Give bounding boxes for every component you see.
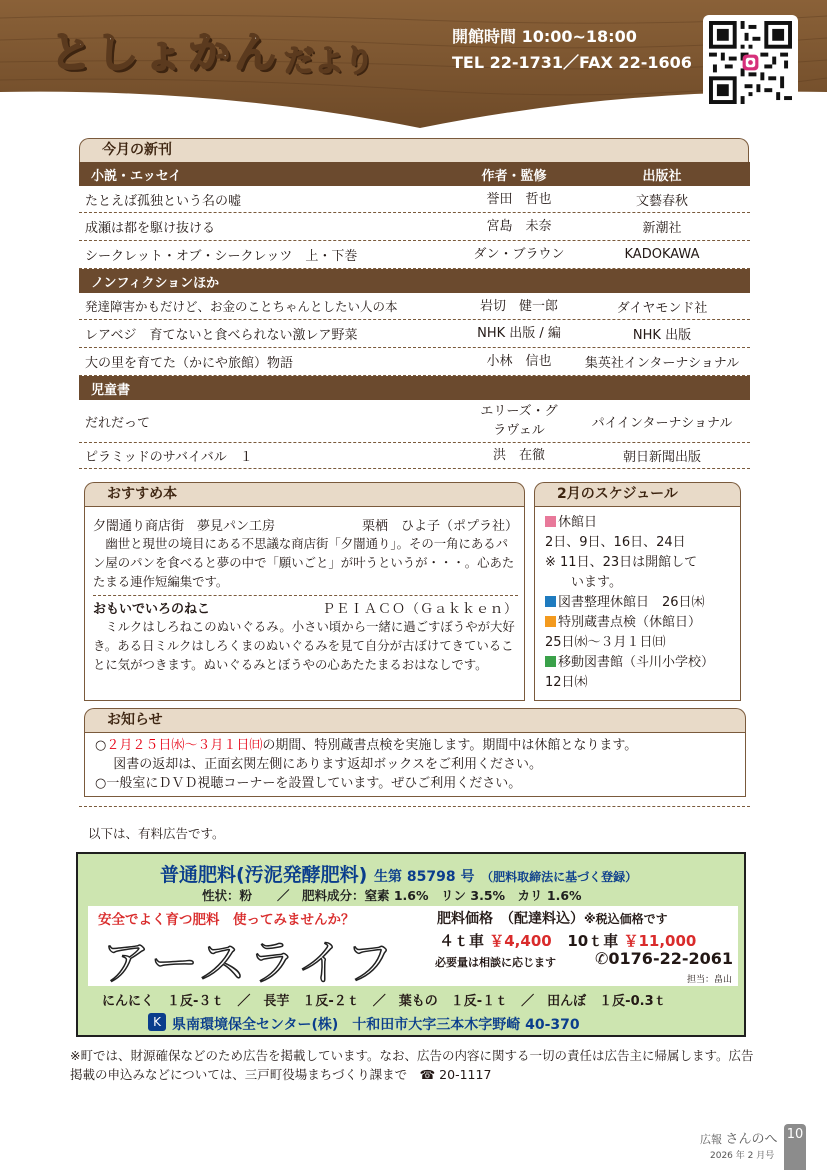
library-info: [452, 24, 692, 76]
price-4t-label: ４ｔ車: [439, 932, 485, 950]
advertisement: [76, 852, 746, 1037]
recommend-book-author: ＰＥＩＡＣＯ（Ｇａｋｋｅｎ）: [321, 602, 518, 617]
sorting-label: 図書整理休館日 26日㈭: [558, 595, 705, 610]
publisher-column-header: 出版社: [642, 168, 682, 184]
recommend-tab-label: おすすめ本: [107, 486, 178, 502]
ad-brand-name: アースライフ: [102, 935, 396, 991]
title-main: としょかん: [50, 28, 281, 77]
inventory-marker: [545, 616, 556, 627]
new-books-tab: [79, 138, 749, 162]
schedule-closed: [545, 513, 740, 533]
newsletter-title: [50, 20, 374, 80]
company-logo-icon: [148, 1013, 166, 1031]
book-title: だれだって: [85, 415, 151, 431]
book-author: エリーズ・グラヴェル: [480, 404, 558, 438]
notice-bullet: ○: [95, 738, 107, 753]
closed-day-marker: [545, 516, 556, 527]
ad-disclaimer: ※町では、財源確保などのため広告を掲載しています。なお、広告の内容に関する一切の責任は広告主に帰属します。広告掲載の申込みなどについては、三戸町役場まちづくり課まで ☎ 20-1117: [70, 1048, 754, 1082]
book-publisher: 文藝春秋: [635, 193, 688, 209]
book-author: 宮島 未奈: [486, 219, 552, 234]
author-column-header: 作者・監修: [481, 168, 547, 184]
ad-catchphrase: 安全でよく育つ肥料 使ってみませんか？: [98, 912, 355, 928]
table-row: [79, 293, 750, 320]
category-header-fiction: [79, 162, 750, 186]
closed-label: 休館日: [558, 515, 598, 530]
price-4t: ￥4,400: [489, 932, 552, 950]
ad-company: 県南環境保全センター(株) 十和田市大字三本木字野崎 40-370: [172, 1017, 580, 1033]
book-publisher: パイインターナショナル: [591, 415, 733, 431]
notice-dates: ２月２５日㈬～３月１日㈰: [106, 738, 263, 753]
book-title: たとえば孤独という名の嘘: [85, 193, 242, 209]
book-title: 成瀬は都を駆け抜ける: [85, 221, 216, 236]
page-number: 10: [784, 1124, 806, 1170]
new-books-tab-label: 今月の新刊: [102, 142, 172, 158]
book-title: ピラミッドのサバイバル １: [85, 450, 253, 465]
table-row: [79, 400, 750, 443]
page-footer: [700, 1128, 778, 1161]
table-row: [79, 320, 750, 348]
table-row: [79, 186, 750, 213]
recommend-tab: [84, 482, 525, 506]
book-publisher: 朝日新聞出版: [622, 450, 701, 465]
sorting-day-marker: [545, 596, 556, 607]
notice-line-3: ○一般室にＤＶＤ視聴コーナーを設置しています。ぜひご利用ください。: [95, 776, 522, 791]
price-10t: ￥11,000: [623, 932, 697, 950]
book-publisher: KADOKAWA: [624, 247, 700, 262]
schedule-inventory: [545, 613, 740, 633]
issue-date: 2026 年 2 月号: [710, 1151, 775, 1161]
book-author: 小林 信也: [486, 354, 552, 369]
book-author: 洪 在徹: [492, 448, 545, 463]
recommend-book-title: おもいでいろのねこ: [93, 602, 211, 617]
inventory-label: 特別蔵書点検（休館日）: [558, 615, 702, 630]
mobile-library-marker: [545, 656, 556, 667]
ad-consult: 必要量は相談に応じます: [435, 956, 556, 969]
ad-usage-guide: にんにく １反-３ｔ ／ 長芋 １反-２ｔ ／ 葉もの １反-１ｔ ／ 田んぼ １反-0.3ｔ: [102, 994, 667, 1009]
price-10t-label: 10ｔ車: [567, 932, 619, 950]
header-banner: [0, 0, 827, 132]
closed-days: 2日、9日、16日、24日: [545, 535, 686, 550]
qr-code[interactable]: [703, 15, 798, 110]
category-header-nonfiction: [79, 269, 750, 293]
opening-hours: 開館時間 10:00~18:00: [452, 27, 637, 46]
ad-product-spec: 性状：粉 ／ 肥料成分：窒素 1.6% リン 3.5% カリ 1.6%: [202, 888, 582, 903]
ad-product-name: 普通肥料(汚泥発酵肥料): [160, 864, 368, 886]
phone-icon: ✆: [595, 949, 609, 968]
ad-contact-person: 担当：畠山: [686, 975, 732, 985]
closed-note: ※ 11日、23日は開館して: [545, 555, 698, 570]
ad-price-header: [437, 908, 668, 928]
qr-code-icon: [709, 21, 792, 104]
book-publisher: ダイヤモンド社: [616, 300, 708, 316]
book-title: 発達障害かもだけど、お金のことちゃんとしたい人の本: [85, 299, 398, 314]
book-title: レアベジ 育てないと食べられない激レア野菜: [85, 328, 358, 343]
notice-line-2: 図書の返却は、正面玄関左側にあります返却ボックスをご利用ください。: [113, 757, 543, 772]
closed-note-cont: います。: [571, 575, 622, 590]
mobile-date: 12日㈭: [545, 675, 588, 690]
book-publisher: NHK 出版: [632, 328, 692, 343]
notice-box: [84, 732, 746, 797]
book-author: NHK 出版 / 編: [477, 326, 561, 341]
ad-price-panel: [433, 906, 738, 986]
price-heading: 肥料価格 （配達料込）: [437, 911, 584, 927]
schedule-mobile: [545, 653, 740, 673]
book-publisher: 新潮社: [642, 221, 682, 236]
svg-text:K: K: [153, 1015, 161, 1029]
book-title: シークレット・オブ・シークレッツ 上・下巻: [85, 249, 358, 264]
phone-fax: TEL 22-1731／FAX 22-1606: [452, 53, 692, 72]
notice-line-1-rest: の期間、特別蔵書点検を実施します。期間中は休館となります。: [262, 738, 638, 753]
tax-note: ※税込価格です: [584, 912, 668, 926]
category-name: 小説・エッセイ: [91, 168, 182, 184]
recommend-book-description: ミルクはしろねこのぬいぐるみ。小さい頃から一緒に過ごすぼうやが大好き。ある日ミルクはしろくまのぬいぐるみを見て自分が古ぼけてきていることに気がつきます。ぬいぐるみとぼうやの心あたたまるおはなしです。: [93, 619, 515, 672]
ad-brand-panel: [88, 906, 433, 991]
recommend-item-header: [93, 515, 518, 534]
ad-registration: 生第 85798 号: [374, 869, 475, 885]
notice-text: [85, 733, 745, 793]
category-name: ノンフィクションほか: [91, 275, 220, 291]
ad-registration-note: （肥料取締法に基づく登録）: [481, 870, 638, 884]
book-publisher: 集英社インターナショナル: [584, 356, 740, 371]
ad-phone-number: 0176-22-2061: [608, 949, 734, 968]
category-header-children: [79, 376, 750, 400]
mobile-label: 移動図書館（斗川小学校）: [558, 655, 715, 670]
magazine-prefix: 広報: [700, 1133, 722, 1146]
book-author: ダン・ブラウン: [473, 247, 565, 262]
inventory-dates: 25日㈬～３月１日㈰: [545, 635, 666, 650]
book-title: 大の里を育てた（かにや旅館）物語: [85, 356, 294, 371]
schedule-tab-label: 2月のスケジュール: [557, 486, 678, 502]
section-divider: [79, 806, 750, 807]
category-name: 児童書: [91, 382, 131, 398]
ad-prices: [439, 930, 696, 951]
title-sub: だより: [284, 44, 375, 79]
book-author: 誉田 哲也: [486, 191, 552, 207]
recommend-book-title: 夕闇通り商店街 夢見パン工房: [93, 519, 276, 534]
notice-tab-label: お知らせ: [107, 712, 163, 728]
table-row: [79, 241, 750, 269]
schedule-list: [535, 507, 740, 693]
ad-product-line: [160, 860, 637, 887]
notice-line-1: [95, 736, 745, 755]
ad-phone: [595, 949, 733, 968]
magazine-name: さんのへ: [725, 1132, 778, 1147]
schedule-tab: [534, 482, 741, 506]
ad-label: 以下は、有料広告です。: [88, 826, 225, 841]
book-author: 岩切 健一郎: [479, 298, 558, 314]
new-books-table: [79, 162, 750, 469]
recommend-item-header: [93, 595, 518, 617]
table-row: [79, 348, 750, 376]
table-row: [79, 213, 750, 241]
recommend-book-author: 栗栖 ひよ子（ポプラ社）: [361, 519, 518, 534]
recommend-book-description: 幽世と現世の境目にある不思議な商店街「夕闇通り」。その一角にあるパン屋のパンを食べると夢の中で「願いごと」が叶うというが・・・。心あたたまる連作短編集です。: [93, 536, 515, 589]
schedule-sorting: [545, 593, 740, 613]
notice-tab: [84, 708, 746, 732]
schedule-box: [534, 506, 741, 701]
table-row: [79, 443, 750, 469]
recommend-box: [84, 506, 525, 701]
